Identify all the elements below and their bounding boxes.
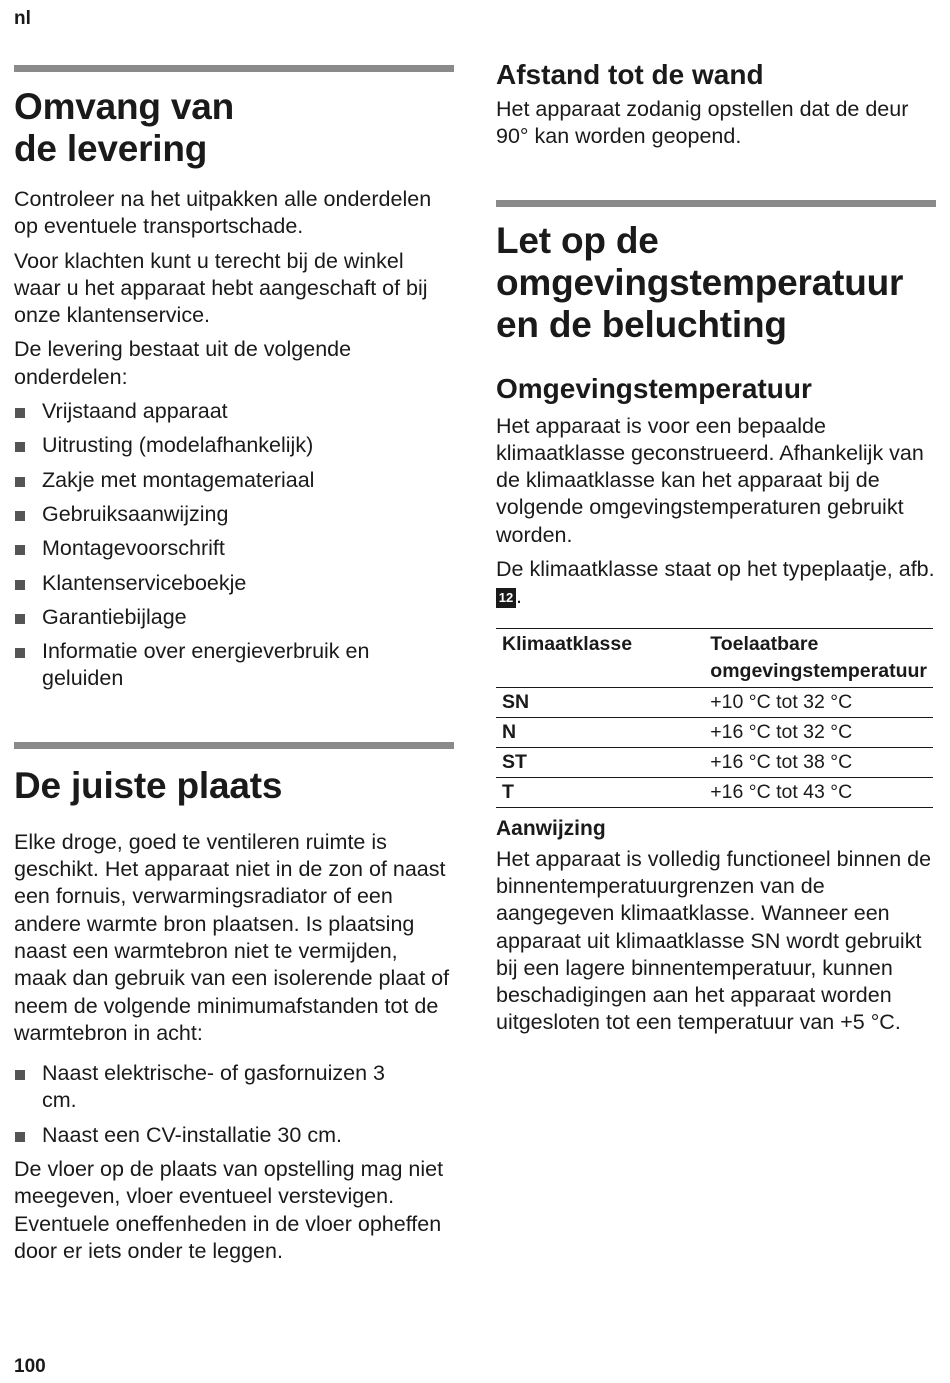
square-bullet-icon <box>15 408 25 418</box>
table-row <box>496 687 933 717</box>
square-bullet-icon <box>15 477 25 487</box>
table-cell: ST <box>502 750 527 773</box>
note-paragraph: Het apparaat is volledig functioneel binnen de binnentemperatuurgrenzen van de aangegeven klimaatklasse. Wanneer een apparaat uit klimaatklasse SN wordt gebruikt bij een lagere binnentemperatuur, kunnen beschadigingen aan het apparaat worden uitgesloten tot een temperatuur van +5 °C. <box>496 846 932 1035</box>
table-cell: +16 °C tot 32 °C <box>710 720 853 743</box>
title-line: Let op de <box>496 219 659 261</box>
title-line: Omvang van <box>14 86 235 127</box>
list-item: Garantiebijlage <box>14 604 454 631</box>
distance-list <box>14 1060 454 1149</box>
square-bullet-icon <box>15 614 25 624</box>
list-item: Uitrusting (modelafhankelijk) <box>14 432 454 459</box>
table-row <box>496 777 933 807</box>
table-cell: +10 °C tot 32 °C <box>710 690 853 713</box>
title-line: en de beluchting <box>496 303 787 345</box>
square-bullet-icon <box>15 1070 25 1080</box>
paragraph: De levering bestaat uit de volgende onderdelen: <box>14 337 352 389</box>
square-bullet-icon <box>15 511 25 521</box>
title-line: de levering <box>14 128 208 169</box>
column-header-class: Klimaatklasse <box>502 632 633 655</box>
paragraph: Het apparaat is voor een bepaalde klimaatklasse geconstrueerd. Afhankelijk van de klimaatklasse kan het apparaat bij de volgende omgevingstemperaturen gebruikt worden. <box>496 413 924 547</box>
square-bullet-icon <box>15 442 25 452</box>
paragraph: De vloer op de plaats van opstelling mag niet meegeven, vloer eventueel verstevigen. Eventuele oneffenheden in de vloer opheffen door er iets onder te leggen. <box>14 1157 444 1263</box>
list-item: Informatie over energieverbruik en geluiden <box>14 638 454 693</box>
square-bullet-icon <box>15 648 25 658</box>
section-title-temperature <box>496 220 936 346</box>
delivery-list <box>14 398 454 693</box>
section-title-placement: De juiste plaats <box>14 764 283 806</box>
square-bullet-icon <box>15 1132 25 1142</box>
table-cell: N <box>502 720 517 743</box>
list-item: Montagevoorschrift <box>14 535 454 562</box>
square-bullet-icon <box>15 545 25 555</box>
list-item: Gebruiksaanwijzing <box>14 501 454 528</box>
paragraph: Controleer na het uitpakken alle onderdelen op eventuele transportschade. <box>14 187 432 239</box>
language-marker: nl <box>14 8 31 29</box>
section-divider <box>14 65 454 72</box>
subsection-title-ambient: Omgevingstemperatuur <box>496 372 812 404</box>
right-column <box>496 0 936 1037</box>
figure-reference-badge: 12 <box>496 588 516 608</box>
table-row <box>496 747 933 777</box>
list-item: Naast elektrische- of gasfornuizen 3 cm. <box>14 1060 454 1115</box>
section-divider <box>496 200 936 207</box>
paragraph: Het apparaat zodanig opstellen dat de deur 90° kan worden geopend. <box>496 97 909 149</box>
column-header-temperature: Toelaatbare omgevingstemperatuur <box>710 632 927 682</box>
table-cell: +16 °C tot 43 °C <box>710 780 853 803</box>
note-title: Aanwijzing <box>496 816 606 840</box>
section-title-delivery <box>14 86 454 170</box>
list-item: Zakje met montagemateriaal <box>14 467 454 494</box>
paragraph: De klimaatklasse staat op het typeplaatje, afb. 12 . <box>496 557 935 609</box>
title-line: omgevingstemperatuur <box>496 261 904 303</box>
left-column <box>14 0 454 1265</box>
table-cell: +16 °C tot 38 °C <box>710 750 853 773</box>
paragraph: Voor klachten kunt u terecht bij de winkel waar u het apparaat hebt aangeschaft of bij onze klantenservice. <box>14 248 428 328</box>
square-bullet-icon <box>15 580 25 590</box>
list-item: Naast een CV-installatie 30 cm. <box>14 1122 454 1149</box>
climate-class-table <box>496 628 933 808</box>
list-item: Vrijstaand apparaat <box>14 398 454 425</box>
section-divider <box>14 742 454 749</box>
table-cell: SN <box>502 690 530 713</box>
subsection-title-wall: Afstand tot de wand <box>496 59 764 90</box>
table-row <box>496 717 933 747</box>
list-item: Klantenserviceboekje <box>14 570 454 597</box>
page-number: 100 <box>14 1356 46 1377</box>
table-cell: T <box>502 780 514 803</box>
paragraph: Elke droge, goed te ventileren ruimte is geschikt. Het apparaat niet in de zon of naast een fornuis, verwarmingsradiator of een andere warmte bron plaatsen. Is plaatsing naast een warmtebron niet te vermijden, maak dan gebruik van een isolerende plaat of neem de volgende minimumafstanden tot de warmtebron in acht: <box>14 829 450 1045</box>
table-header-row <box>496 628 933 687</box>
